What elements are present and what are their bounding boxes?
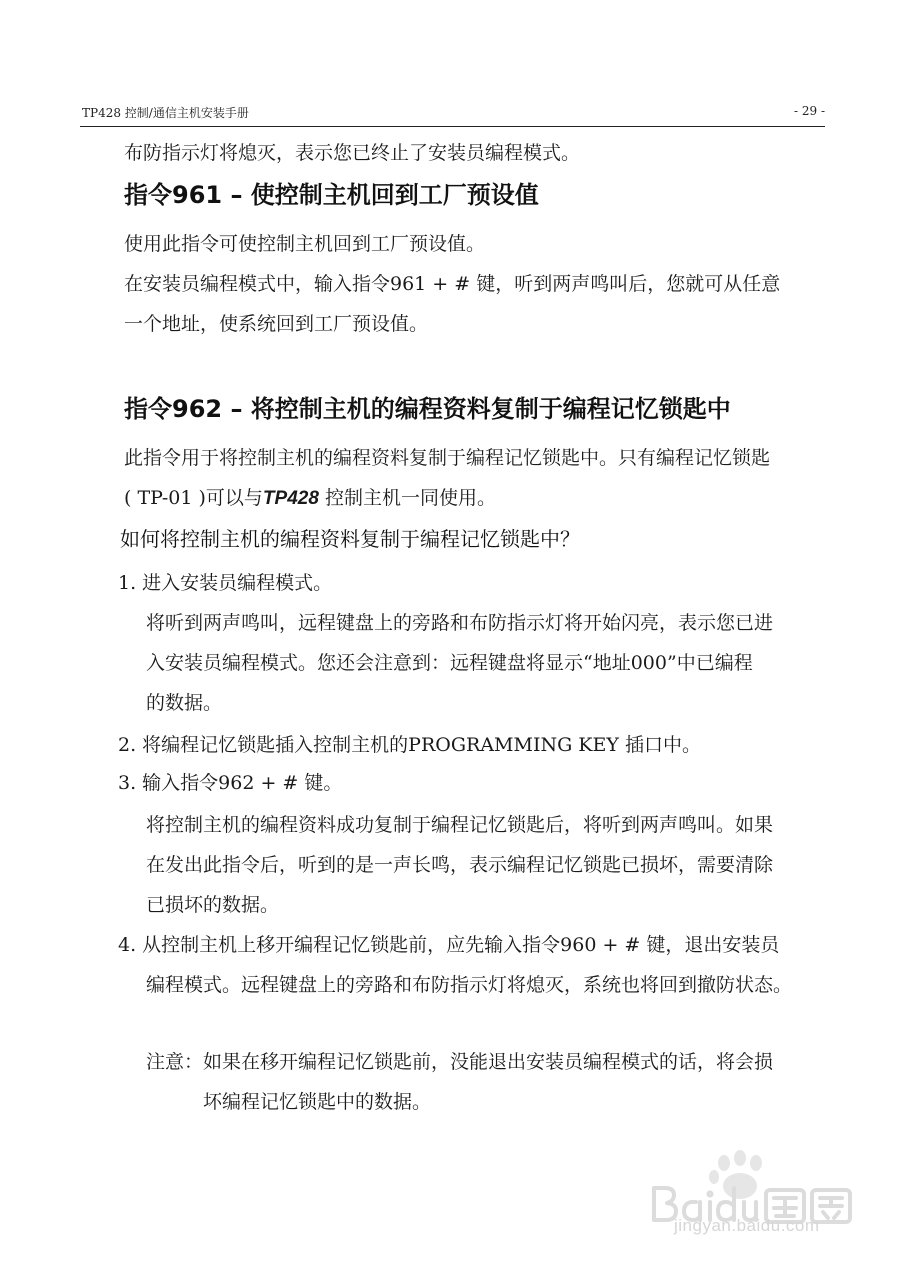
running-header-title: TP428 控制/通信主机安装手册 bbox=[82, 106, 249, 120]
note-line-2: 坏编程记忆锁匙中的数据。 bbox=[203, 1091, 432, 1113]
intro-line: 布防指示灯将熄灭，表示您已终止了安装员编程模式。 bbox=[124, 142, 581, 164]
step-3-detail-line: 将控制主机的编程资料成功复制于编程记忆锁匙后，将听到两声鸣叫。如果 bbox=[146, 814, 774, 836]
step-1-detail-line: 入安装员编程模式。您还会注意到：远程键盘将显示“地址000”中已编程 bbox=[146, 652, 753, 674]
step-2-label: 2. 将编程记忆锁匙插入控制主机的PROGRAMMING KEY 插口中。 bbox=[118, 734, 701, 756]
page-number: - 29 - bbox=[793, 104, 825, 118]
section-961-heading: 指令961 – 使控制主机回到工厂预设值 bbox=[124, 181, 539, 209]
section-962-paragraph-line-1: 此指令用于将控制主机的编程资料复制于编程记忆锁匙中。只有编程记忆锁匙 bbox=[124, 447, 771, 469]
product-model: TP428 bbox=[262, 488, 319, 509]
step-3-label: 3. 输入指令962 + # 键。 bbox=[118, 772, 343, 794]
section-962-heading: 指令962 – 将控制主机的编程资料复制于编程记忆锁匙中 bbox=[124, 395, 731, 423]
section-961-paragraph-1: 使用此指令可使控制主机回到工厂预设值。 bbox=[124, 233, 486, 255]
step-1-detail-line: 将听到两声鸣叫，远程键盘上的旁路和布防指示灯将开始闪亮，表示您已进 bbox=[146, 612, 774, 634]
step-1-detail-line: 的数据。 bbox=[146, 692, 223, 714]
step-4-label: 4. 从控制主机上移开编程记忆锁匙前，应先输入指令960 + # 键，退出安装员 bbox=[118, 934, 780, 956]
note-line-1: 注意：如果在移开编程记忆锁匙前，没能退出安装员编程模式的话，将会损 bbox=[146, 1051, 774, 1073]
compat-text-b: 控制主机一同使用。 bbox=[318, 487, 496, 509]
watermark-url: jingyan.baidu.com bbox=[674, 1216, 820, 1235]
section-961-paragraph-2-line-1: 在安装员编程模式中，输入指令961 + # 键，听到两声鸣叫后，您就可从任意 bbox=[124, 273, 781, 295]
compat-text-a: ( TP-01 )可以与 bbox=[124, 487, 263, 509]
step-1-label: 1. 进入安装员编程模式。 bbox=[118, 572, 333, 594]
section-961-paragraph-2-line-2: 一个地址，使系统回到工厂预设值。 bbox=[124, 313, 429, 335]
howto-subheading: 如何将控制主机的编程资料复制于编程记忆锁匙中？ bbox=[120, 527, 580, 551]
section-962-paragraph-line-2 bbox=[124, 486, 496, 511]
step-4-detail-line: 编程模式。远程键盘上的旁路和布防指示灯将熄灭，系统也将回到撤防状态。 bbox=[146, 974, 793, 996]
step-3-detail-line: 在发出此指令后，听到的是一声长鸣，表示编程记忆锁匙已损坏，需要清除 bbox=[146, 854, 774, 876]
header-divider bbox=[80, 126, 825, 127]
step-3-detail-line: 已损坏的数据。 bbox=[146, 894, 280, 916]
